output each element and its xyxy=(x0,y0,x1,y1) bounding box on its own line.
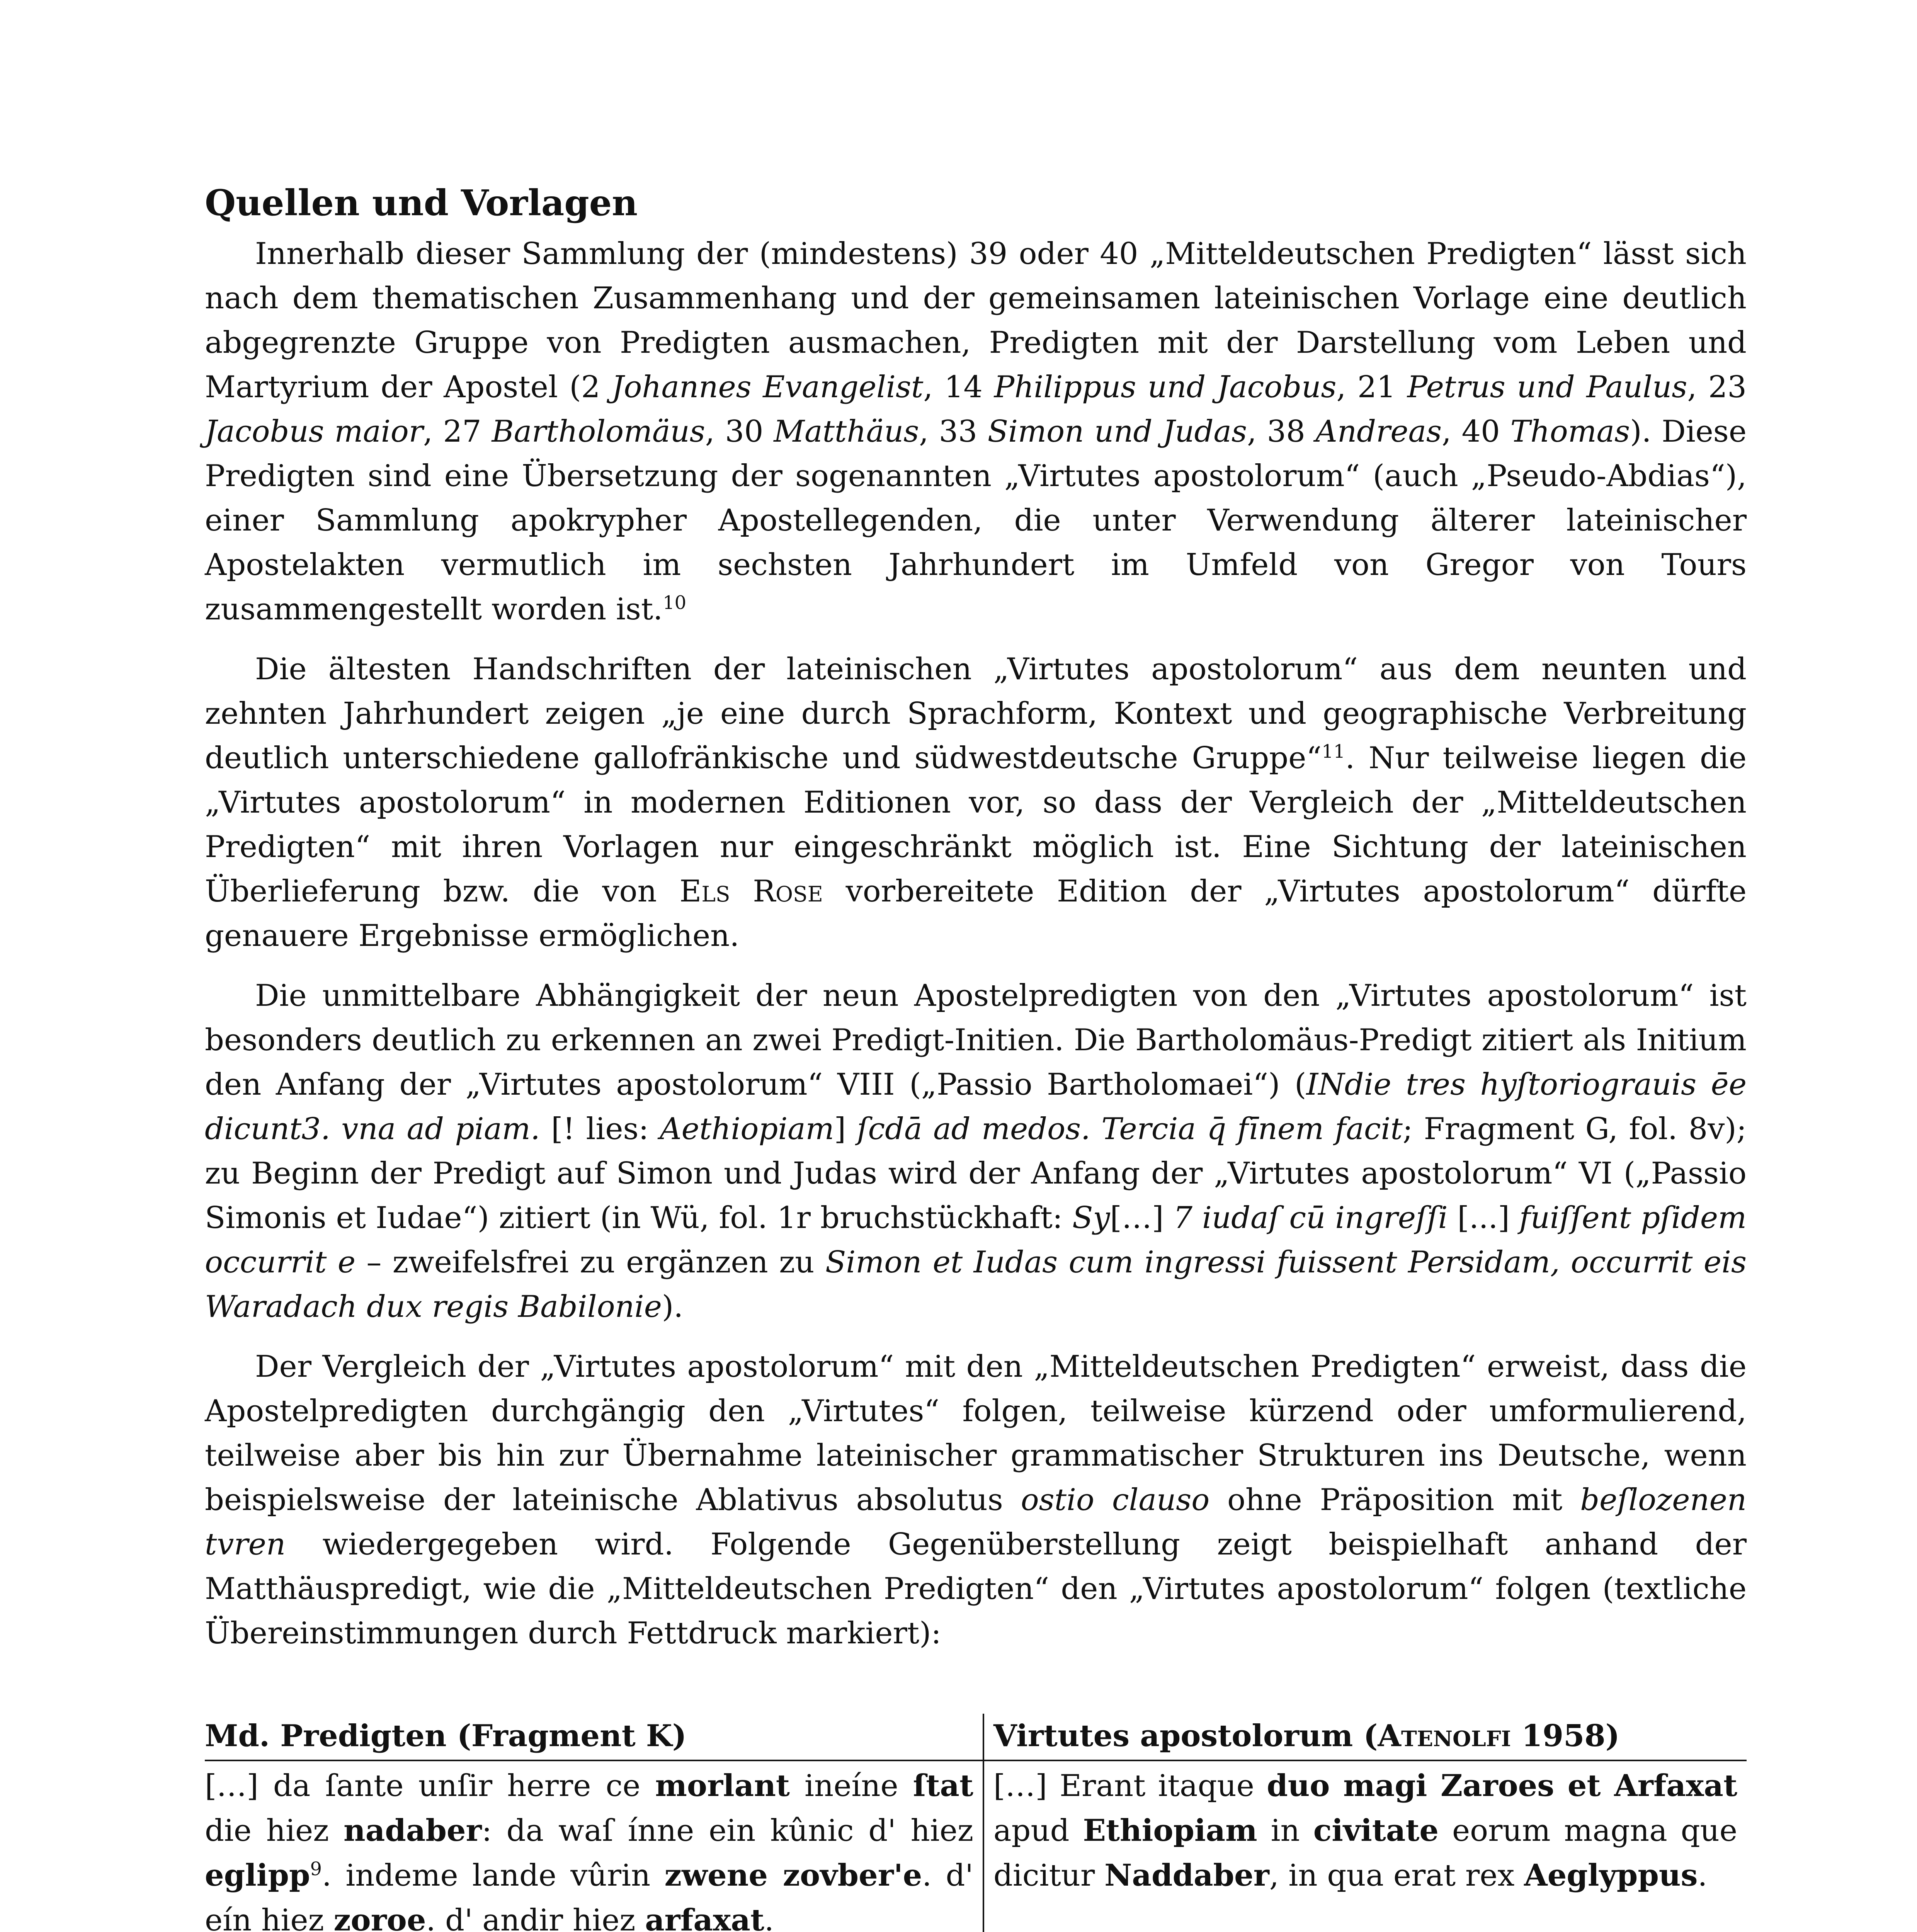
text: […] da ſante unſir herre ce xyxy=(205,1769,655,1803)
table-cell-left xyxy=(205,1760,983,1932)
bold-text: ſtat xyxy=(913,1768,973,1803)
text: [...] xyxy=(1448,1201,1519,1235)
italic-text: Thomas xyxy=(1510,414,1630,449)
bold-text: civitate xyxy=(1313,1813,1439,1848)
text: , 27 xyxy=(423,414,492,449)
table-header-right xyxy=(983,1714,1747,1760)
italic-text: Aethiopiam xyxy=(660,1112,834,1146)
bold-text: Naddaber xyxy=(1104,1858,1269,1893)
text: , 30 xyxy=(705,414,774,449)
paragraph-3 xyxy=(205,974,1747,1329)
text: in xyxy=(1257,1813,1313,1848)
text: 1958) xyxy=(1511,1718,1620,1753)
text: , 33 xyxy=(919,414,988,449)
italic-text: ſcdā ad medos. Tercia q̄ fīnem facit xyxy=(857,1112,1403,1146)
italic-text: Sy xyxy=(1072,1201,1110,1235)
text: ohne Präposition mit xyxy=(1209,1483,1580,1517)
author-name: Atenolfi xyxy=(1378,1718,1511,1753)
text: ; Fragment G, fol. 8v); zu Beginn der Predigt auf Simon und Judas wird der Anfang der „Virtutes apostolorum“ VI („Passio Simonis et Iudae“) zitiert (in Wü, fol. 1r bruchstückhaft: xyxy=(205,1112,1747,1235)
paragraph-4 xyxy=(205,1345,1747,1656)
italic-text: Simon und Judas xyxy=(987,414,1247,449)
bold-text: eglipp xyxy=(205,1858,310,1893)
italic-text: Simon et Iudas cum ingressi fuissent Persidam, occurrit eis Waradach dux regis Babilonie xyxy=(205,1245,1747,1324)
text: ). xyxy=(662,1289,684,1324)
table-cell-right xyxy=(983,1760,1747,1932)
text: Innerhalb dieser Sammlung der (mindestens) 39 oder 40 „Mitteldeutschen Predigten“ lässt sich nach dem thematischen Zusammenhang und der gemeinsamen lateinischen Vorlage eine deutlich abgegrenzte Gruppe von Predigten ausmachen, Predigten mit der Darstellung vom Leben und Martyrium der Apostel (2 xyxy=(205,236,1747,405)
text: […] Erant itaque xyxy=(993,1769,1267,1803)
footnote-ref-11[interactable]: 11 xyxy=(1322,741,1345,762)
text: : da waſ ínne ein kûnic d' hiez xyxy=(481,1813,973,1848)
text: . xyxy=(1698,1858,1708,1893)
italic-text: Jacobus maior xyxy=(205,414,423,449)
text: . d' andir hiez xyxy=(426,1903,645,1932)
text: ] xyxy=(834,1112,857,1146)
text: , 23 xyxy=(1687,370,1747,405)
text: […] xyxy=(1110,1201,1174,1235)
text: ineíne xyxy=(789,1769,913,1803)
table-header-left: Md. Predigten (Fragment K) xyxy=(205,1714,983,1760)
bold-text: Ethiopiam xyxy=(1083,1813,1257,1848)
text: , 14 xyxy=(923,370,994,405)
comparison-table xyxy=(205,1714,1747,1932)
bold-text: zwene zovber'e xyxy=(664,1858,922,1893)
text: . d' eín hiez xyxy=(205,1858,973,1932)
italic-text: Johannes Evangelist xyxy=(612,370,924,405)
text: . indeme lande vûrin xyxy=(322,1858,665,1893)
text: , 40 xyxy=(1442,414,1510,449)
superscript: 9 xyxy=(310,1858,322,1880)
text: ). Diese Predigten sind eine Übersetzung der sogenannten „Virtutes apostolorum“ (auch „Pseudo-Abdias“), einer Sammlung apokrypher Apostellegenden, die unter Verwendung älterer lateinischer Apostelakten vermutlich im sechsten Jahrhundert im Umfeld von Gregor von Tours zusammengestellt worden ist. xyxy=(205,414,1747,627)
bold-text: nadaber xyxy=(344,1813,482,1848)
document-page xyxy=(205,178,1747,1932)
italic-text: Bartholomäus xyxy=(492,414,705,449)
italic-text: ostio clauso xyxy=(1021,1483,1210,1517)
table-header-row xyxy=(205,1714,1747,1760)
author-name: Els Rose xyxy=(679,874,823,909)
text: die hiez xyxy=(205,1813,344,1848)
italic-text: Petrus und Paulus xyxy=(1407,370,1687,405)
bold-text: morlant xyxy=(655,1768,790,1803)
text: , 38 xyxy=(1247,414,1316,449)
italic-text: 7 iudaſ cū ingreſſi xyxy=(1173,1201,1448,1235)
text: Der Vergleich der „Virtutes apostolorum“ mit den „Mitteldeutschen Predigten“ erweist, dass die Apostelpredigten durchgängig den „Virtutes“ folgen, teilweise kürzend oder umformulierend, teilweise aber bis hin zur Übernahme lateinischer grammatischer Strukturen ins Deutsche, wenn beispielsweise der lateinische Ablativus absolutus xyxy=(205,1349,1747,1517)
section-heading: Quellen und Vorlagen xyxy=(205,182,638,224)
bold-text: duo magi Zaroes et Arfaxat xyxy=(1267,1768,1737,1803)
italic-text: Philippus und Jacobus xyxy=(994,370,1337,405)
text: , in qua erat rex xyxy=(1269,1858,1524,1893)
table-row xyxy=(205,1760,1747,1932)
bold-text: zoroe xyxy=(333,1903,426,1932)
text: vorbereitete Edition der „Virtutes apostolorum“ dürfte genauere Ergebnisse ermöglichen. xyxy=(205,874,1747,953)
paragraph-1 xyxy=(205,232,1747,632)
text: – zweifelsfrei zu ergänzen zu xyxy=(355,1245,825,1280)
bold-text: Aeglyppus xyxy=(1524,1858,1698,1893)
text: , 21 xyxy=(1336,370,1407,405)
text: [! lies: xyxy=(540,1112,660,1146)
italic-text: INdie tres hyſtoriograuis ēe dicunt3. vna ad piam. xyxy=(205,1067,1747,1146)
italic-text: Matthäus xyxy=(774,414,919,449)
text: . Nur teilweise liegen die „Virtutes apostolorum“ in modernen Editionen vor, so dass der Vergleich der „Mitteldeutschen Predigten“ mit ihren Vorlagen nur eingeschränkt möglich ist. Eine Sichtung der lateinischen Überlieferung bzw. die von xyxy=(205,741,1747,909)
text: wiedergegeben wird. Folgende Gegenüberstellung zeigt beispielhaft anhand der Matthäuspredigt, wie die „Mitteldeutschen Predigten“ den „Virtutes apostolorum“ folgen (textliche Übereinstimmungen durch Fettdruck markiert): xyxy=(205,1527,1747,1651)
italic-text: beſlozenen tvren xyxy=(205,1483,1747,1562)
text: Virtutes apostolorum ( xyxy=(993,1718,1378,1753)
text: . xyxy=(764,1903,774,1932)
text: Die unmittelbare Abhängigkeit der neun Apostelpredigten von den „Virtutes apostolorum“ ist besonders deutlich zu erkennen an zwei Predigt-Initien. Die Bartholomäus-Predigt zitiert als Initium den Anfang der „Virtutes apostolorum“ VIII („Passio Bartholomaei“) ( xyxy=(205,978,1747,1102)
italic-text: fuiſſent pſidem occurrit e xyxy=(205,1201,1747,1280)
paragraph-2 xyxy=(205,647,1747,958)
bold-text: arfaxat xyxy=(645,1903,764,1932)
footnote-ref-10[interactable]: 10 xyxy=(663,592,687,614)
text: Die ältesten Handschriften der lateinischen „Virtutes apostolorum“ aus dem neunten und zehnten Jahrhundert zeigen „je eine durch Sprachform, Kontext und geographische Verbreitung deutlich unterschiedene gallofränkische und südwestdeutsche Gruppe“ xyxy=(205,652,1747,776)
text: eorum magna que dicitur xyxy=(993,1813,1737,1893)
italic-text: Andreas xyxy=(1315,414,1442,449)
text: apud xyxy=(993,1813,1083,1848)
